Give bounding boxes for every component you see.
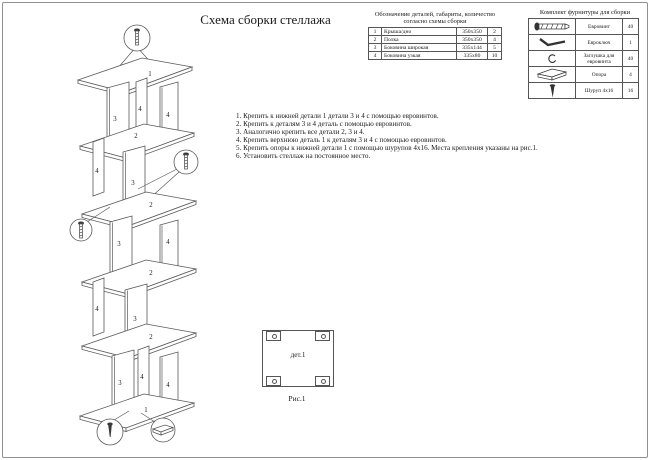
figure-1 [262, 330, 334, 403]
part-name: Боковина широкая [382, 44, 457, 52]
hardware-qty: 16 [623, 83, 639, 99]
part-name: Полка [382, 36, 457, 44]
part-number-label: 2 [134, 133, 138, 140]
part-num: 1 [369, 28, 382, 36]
parts-table-caption-line2: согласно схемы сборки [403, 18, 467, 26]
part-number-label: 4 [95, 306, 99, 313]
euroscrew-icon [184, 153, 189, 169]
part-number-label: 4 [138, 106, 142, 113]
part-name: Крыша/дно [382, 28, 457, 36]
part-1-plan-view [262, 330, 334, 387]
hardware-qty: 40 [623, 19, 639, 35]
hardware-name: Евроключ [576, 35, 623, 51]
instruction-line: 5. Крепить опоры к нижней детали 1 с помощью шурупов 4x16. Места крепления указаны на рис.1. [236, 144, 538, 153]
screw-hole [272, 379, 277, 384]
part-number-label: 3 [117, 241, 121, 248]
screw-hole [272, 334, 277, 339]
euroscrew-icon [79, 222, 84, 238]
part-number-label: 4 [166, 382, 170, 389]
part-number-label: 3 [131, 180, 135, 187]
euroscrew-icon [135, 29, 140, 45]
parts-table-block [351, 11, 519, 60]
parts-row [369, 44, 502, 52]
support-bracket [315, 376, 330, 386]
part-size: 350x350 [457, 28, 488, 36]
hardware-name: Евровинт [576, 19, 623, 35]
hex-key-icon [537, 36, 567, 49]
part-num: 3 [369, 44, 382, 52]
part-qty: 2 [488, 28, 502, 36]
hardware-table [528, 18, 639, 99]
wood-screw-icon [548, 84, 557, 98]
part-number-label: 2 [149, 202, 153, 209]
hardware-qty: 40 [623, 51, 639, 67]
hardware-row [529, 83, 639, 99]
parts-table [368, 27, 502, 60]
part-number-label: 4 [166, 112, 170, 119]
parts-row [369, 28, 502, 36]
figure-caption: Рис.1 [288, 394, 306, 403]
hardware-name: Опора [576, 67, 623, 83]
part-name: Боковина узкая [382, 52, 457, 60]
support-bracket [266, 376, 281, 386]
hardware-name: Шуруп 4x16 [576, 83, 623, 99]
instruction-line: 1. Крепить к нижней детали 1 детали 3 и 4 с помощью евровинтов. [236, 112, 439, 120]
part-qty: 4 [488, 36, 502, 44]
screw-hole [321, 334, 326, 339]
euroscrew-icon [533, 21, 571, 32]
instructions-list [236, 112, 538, 161]
part-number-label: 2 [149, 334, 153, 341]
side-panel-narrow [93, 138, 104, 196]
hardware-row [529, 19, 639, 35]
part-qty: 10 [488, 52, 502, 60]
parts-row [369, 52, 502, 60]
part-number-label: 1 [144, 407, 148, 414]
support-bracket [266, 331, 281, 341]
hardware-qty: 1 [623, 35, 639, 51]
part-num: 4 [369, 52, 382, 60]
hardware-name: Заглушка для евровинта [576, 51, 623, 67]
support-bracket [315, 331, 330, 341]
page-title: Схема сборки стеллажа [200, 12, 331, 27]
part-number-label: 4 [166, 239, 170, 246]
part-size: 335x80 [457, 52, 488, 60]
parts-table-caption-line1: Обозначение деталей, габариты, количество [374, 11, 496, 18]
part-size: 350x350 [457, 36, 488, 44]
support-icon [536, 68, 568, 81]
part-qty: 5 [488, 44, 502, 52]
part-number-label: 4 [95, 168, 99, 175]
part-num: 2 [369, 36, 382, 44]
part-number-label: 4 [140, 374, 144, 381]
parts-row [369, 36, 502, 44]
shelf-panel [82, 192, 196, 230]
instruction-line: 4. Крепить верхнюю деталь 1 к деталям 3 и 4 с помощью евровинтов. [236, 136, 447, 145]
instruction-line: 2. Крепить к деталям 3 и 4 деталь с помощью евровинтов. [236, 120, 412, 129]
part-number-label: 3 [113, 116, 117, 123]
hardware-row [529, 51, 639, 67]
part-number-label: 1 [148, 71, 152, 78]
bottom-cap-panel [80, 394, 194, 432]
instruction-line: 6. Установить стеллаж на постоянное место. [236, 152, 371, 161]
hardware-table-block [526, 9, 644, 99]
part-number-label: 3 [118, 380, 122, 387]
instruction-line: 3. Аналогично крепить все детали 2, 3 и 4. [236, 128, 365, 137]
hardware-row [529, 35, 639, 51]
part-number-label: 2 [149, 270, 153, 277]
screw-cap-icon [546, 53, 558, 65]
part-size: 335x144 [457, 44, 488, 52]
figure-part-label: дет.1 [290, 351, 306, 359]
screw-hole [321, 379, 326, 384]
callout-euroscrew-right [138, 150, 198, 199]
part-number-label: 3 [133, 316, 137, 323]
assembly-diagram [50, 12, 215, 448]
hardware-row [529, 67, 639, 83]
hardware-table-title: Комплект фурнитуры для сборки [539, 9, 631, 16]
hardware-qty: 4 [623, 67, 639, 83]
